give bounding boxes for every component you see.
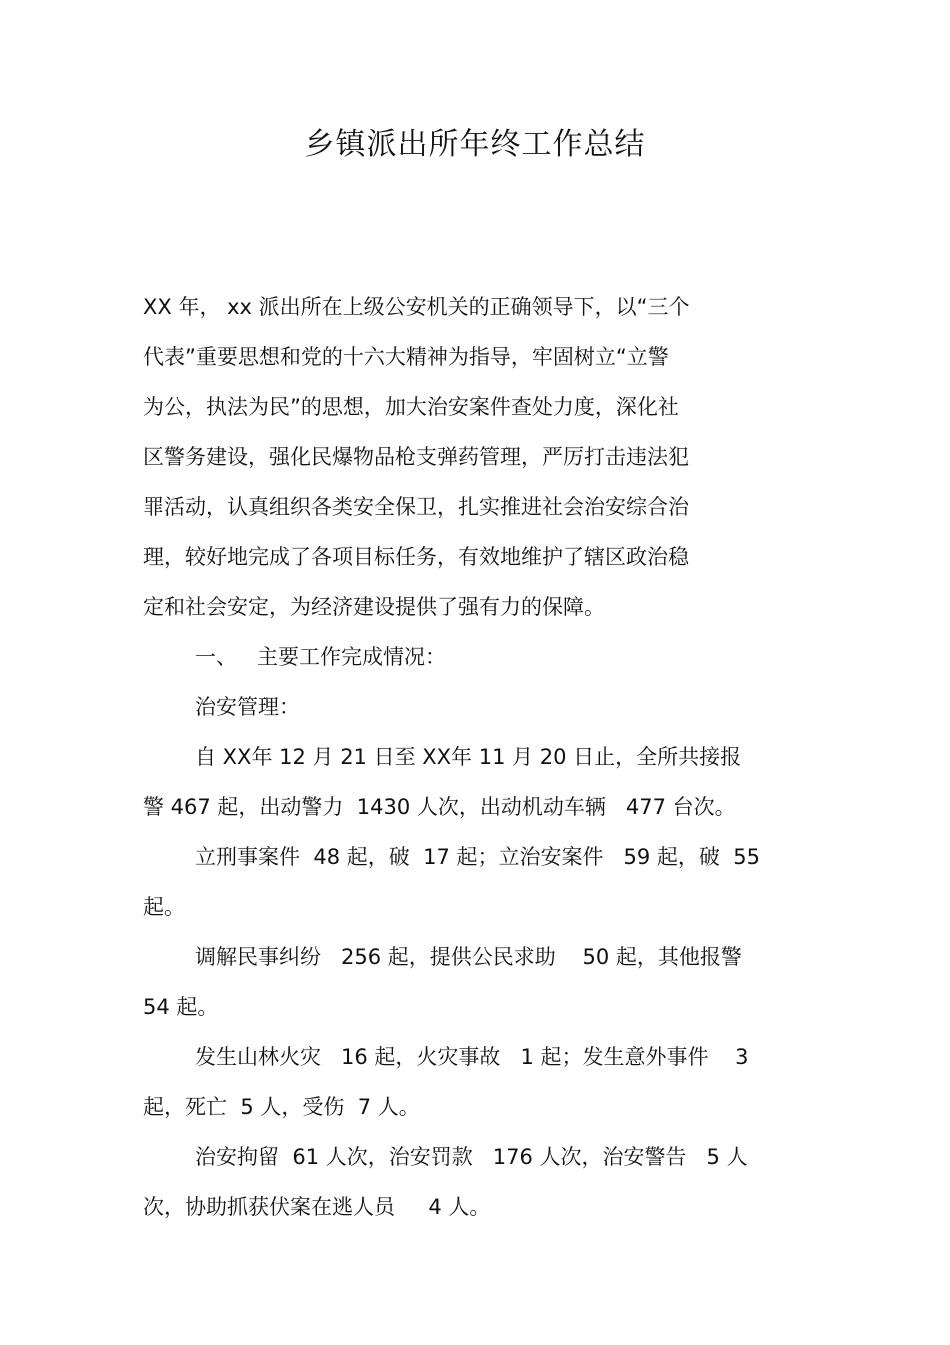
paragraph-line: 为公，执法为民”的思想，加大治安案件查处力度，深化社 — [143, 395, 679, 419]
paragraph-line: 理，较好地完成了各项目标任务，有效地维护了辖区政治稳 — [143, 545, 689, 569]
paragraph-line: 起。 — [143, 895, 185, 919]
paragraph-line: 代表”重要思想和党的十六大精神为指导，牢固树立“立警 — [143, 345, 669, 369]
paragraph-line: 治安拘留 61 人次，治安罚款 176 人次，治安警告 5 人 — [195, 1145, 748, 1169]
paragraph-line: 立刑事案件 48 起，破 17 起；立治安案件 59 起，破 55 — [195, 845, 760, 869]
paragraph-line: 发生山林火灾 16 起，火灾事故 1 起；发生意外事件 3 — [195, 1045, 749, 1069]
paragraph-line: XX 年， xx 派出所在上级公安机关的正确领导下，以“三个 — [143, 295, 690, 319]
paragraph-line: 起，死亡 5 人，受伤 7 人。 — [143, 1095, 420, 1119]
paragraph-line: 区警务建设，强化民爆物品枪支弹药管理，严厉打击违法犯 — [143, 445, 689, 469]
section-heading: 一、 主要工作完成情况： — [195, 645, 447, 669]
paragraph-line: 54 起。 — [143, 995, 219, 1019]
paragraph-line: 警 467 起，出动警力 1430 人次，出动机动车辆 477 台次。 — [143, 795, 736, 819]
paragraph-line: 罪活动，认真组织各类安全保卫，扎实推进社会治安综合治 — [143, 495, 689, 519]
paragraph-line: 调解民事纠纷 256 起，提供公民求助 50 起，其他报警 — [195, 945, 742, 969]
subsection-heading: 治安管理： — [195, 695, 300, 719]
paragraph-line: 自 XX年 12 月 21 日至 XX年 11 月 20 日止，全所共接报 — [195, 745, 742, 769]
paragraph-line: 定和社会安定，为经济建设提供了强有力的保障。 — [143, 595, 605, 619]
paragraph-line: 次，协助抓获伏案在逃人员 4 人。 — [143, 1195, 491, 1219]
document-title: 乡镇派出所年终工作总结 — [304, 127, 646, 162]
